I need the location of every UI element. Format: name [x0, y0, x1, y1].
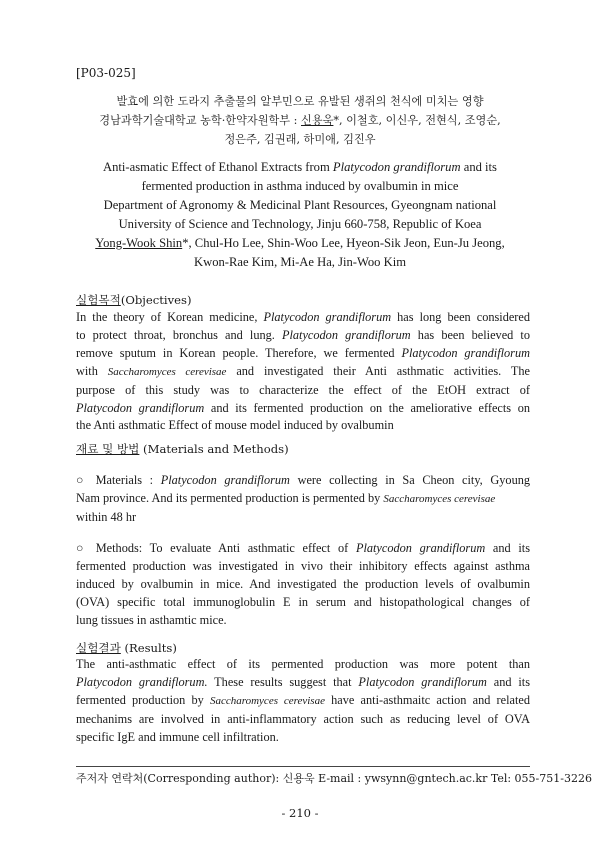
korean-authors-rest: *, 이철호, 이신우, 전현식, 조영순,	[333, 114, 501, 127]
english-title-line2: fermented production in asthma induced by ovalbumin in mice	[141, 179, 459, 193]
korean-affiliation: 경남과학기술대학교 농학·한약자원학부 :	[99, 114, 301, 127]
english-title-block	[60, 158, 540, 272]
objectives-line: remove sputum in Korean people. Therefore, we fermented Platycodon grandiflorum	[76, 345, 530, 360]
objectives-line: Platycodon grandiflorum and its fermented production on the ameliorative effects on	[76, 400, 531, 415]
species-name: Saccharomyces cerevisae	[107, 365, 227, 378]
species-name: Platycodon grandiflorum	[355, 541, 486, 555]
affiliation-line2: University of Science and Technology, Jinju 660-758, Republic of Koea	[118, 217, 482, 231]
species-name: Saccharomyces cerevisae	[209, 694, 325, 707]
species-name: Platycodon grandiflorum	[401, 345, 530, 360]
english-title-line1	[60, 158, 540, 177]
affiliation-line1: Department of Agronomy & Medicinal Plant Resources, Gyeongnam national	[103, 198, 497, 212]
results-line: specific IgE and immune cell infiltration.	[76, 729, 279, 744]
materials-line: within 48 hr	[76, 509, 137, 524]
page-number: - 210 -	[281, 806, 319, 820]
english-authors-line2: Kwon-Rae Kim, Mi-Ae Ha, Jin-Woo Kim	[194, 255, 406, 269]
results-line: fermented production by Saccharomyces cerevisae have anti-asthmaitc action and related	[76, 692, 530, 707]
species-name: Platycodon grandiflorum	[281, 327, 411, 342]
objectives-line: with Saccharomyces cerevisae and investigated their Anti asthmatic activities. The	[76, 363, 530, 378]
methods-line: induced by ovalbumin in mice. And investigated the production levels of ovalbumin	[76, 576, 530, 591]
objectives-heading	[76, 292, 191, 308]
objectives-paragraph	[76, 309, 530, 435]
materials-line: ○ Materials : Platycodon grandiflorum were collecting in Sa Cheon city, Gyoung	[76, 473, 531, 487]
korean-authors-line2: 정은주, 김권래, 하미애, 김진우	[224, 133, 376, 146]
methods-heading-en: (Materials and Methods)	[139, 442, 289, 456]
korean-authors-line1	[60, 111, 540, 130]
methods-line: ○ Methods: To evaluate Anti asthmatic effect of Platycodon grandiflorum and its	[76, 541, 531, 555]
english-title-text: Anti-asmatic Effect of Ethanol Extracts from	[103, 160, 333, 174]
results-heading-ko: 실험결과	[76, 641, 121, 655]
english-title-text: and its	[460, 160, 497, 174]
english-main-author: Yong-Wook Shin	[95, 236, 183, 250]
species-name: Platycodon grandiflorum	[358, 674, 487, 689]
results-paragraph	[76, 656, 530, 747]
species-name: Platycodon grandiflorum	[332, 160, 461, 174]
objectives-heading-en: (Objectives)	[120, 293, 192, 307]
abstract-code: [P03-025]	[76, 66, 136, 80]
objectives-line: to protect throat, bronchus and lung. Platycodon grandiflorum has been believed to	[76, 327, 530, 342]
species-name: Platycodon grandiflorum	[263, 310, 392, 324]
methods-line: lung tissues in asthamtic mice.	[76, 612, 227, 627]
methods-paragraph	[76, 540, 530, 630]
korean-title-block	[60, 92, 540, 149]
materials-paragraph	[76, 472, 530, 527]
materials-line: Nam province. And its permented production is permented by Saccharomyces cerevisae	[76, 490, 496, 505]
methods-line: fermented production was investigated in vivo their inhibitory effects against asthma	[76, 558, 530, 573]
results-line: The anti-asthmatic effect of its permented production was more potent than	[76, 657, 530, 671]
korean-title: 발효에 의한 도라지 추출물의 알부민으로 유발된 생쥐의 천식에 미치는 영향	[116, 95, 484, 108]
species-name: Platycodon grandiflorum.	[76, 674, 208, 689]
methods-heading-ko: 재료 및 방법	[76, 442, 140, 456]
english-authors-rest: *, Chul-Ho Lee, Shin-Woo Lee, Hyeon-Sik Jeon, Eun-Ju Jeong,	[182, 236, 505, 250]
objectives-line: purpose of this study was to characterize the effect of the EtOH extract of	[76, 382, 530, 397]
english-authors-line1	[60, 234, 540, 253]
species-name: Platycodon grandiflorum	[76, 400, 205, 415]
results-line: mechanims are involved in anti-inflammatory action such as reducing level of OVA	[76, 711, 530, 726]
methods-heading	[76, 441, 289, 457]
corresponding-author: 주저자 연락처(Corresponding author): 신용욱 E-mail : ywsynn@gntech.ac.kr Tel: 055-751-3226	[76, 772, 592, 785]
species-name: Platycodon grandiflorum	[160, 473, 290, 487]
results-line: Platycodon grandiflorum. These results suggest that Platycodon grandiflorum and its	[76, 674, 530, 689]
objectives-heading-ko: 실험목적	[76, 293, 121, 307]
results-heading	[76, 640, 177, 656]
footer-divider	[76, 766, 530, 767]
results-heading-en: (Results)	[120, 641, 177, 655]
korean-main-author: 신용욱	[301, 114, 334, 127]
species-name: Saccharomyces cerevisae	[383, 492, 496, 505]
methods-line: (OVA) specific total immunoglobulin E in serum and histopathological changes of	[76, 594, 530, 609]
objectives-line: In the theory of Korean medicine, Platycodon grandiflorum has long been considered	[76, 310, 531, 324]
objectives-line: the Anti asthmatic Effect of mouse model induced by ovalbumin	[76, 418, 394, 433]
